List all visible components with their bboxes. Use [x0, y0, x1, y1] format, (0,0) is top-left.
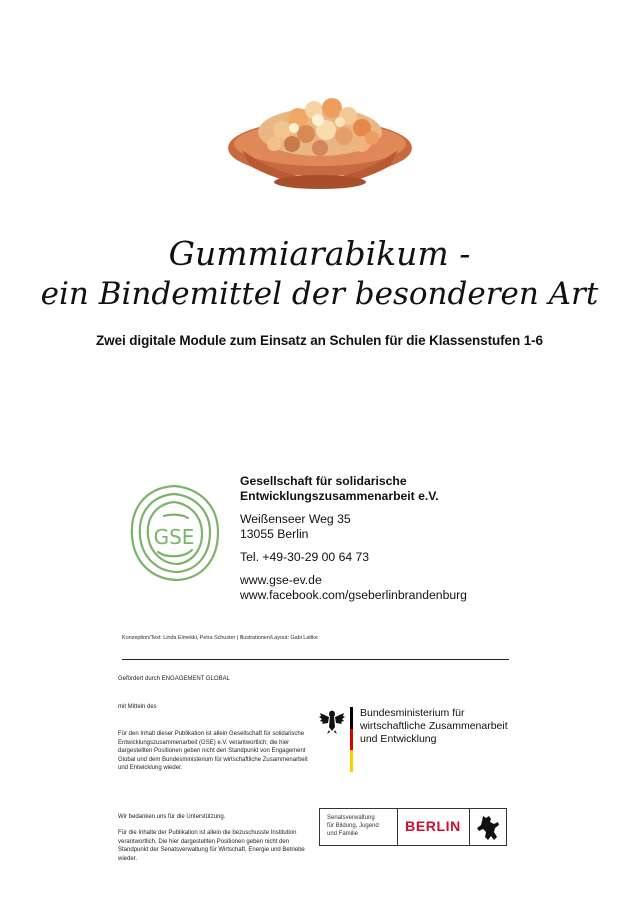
- org-name-line-1: Gesellschaft für solidarische: [240, 474, 407, 488]
- title-line-1: Gummiarabikum -: [168, 234, 471, 273]
- org-website-link[interactable]: www.gse-ev.de: [240, 573, 322, 587]
- senate-line-1: Senatsverwaltung: [327, 815, 375, 821]
- thanks-text: Wir bedanken uns für die Unterstützung.: [118, 814, 226, 820]
- org-street: Weißenseer Weg 35: [240, 512, 351, 526]
- senate-line-3: und Familie: [327, 831, 359, 837]
- org-phone: Tel. +49-30-29 00 64 73: [240, 550, 370, 564]
- title-line-2: ein Bindemittel der besonderen Art: [40, 276, 599, 312]
- svg-text:GSE: GSE: [153, 525, 195, 549]
- with-means-text: mit Mitteln des: [118, 704, 157, 710]
- credits: Konzeption/Text: Linda Elmekki, Petra Schuster | Illustrationen/Layout: Gabi Lattke: [122, 635, 318, 641]
- disclaimer-bmz: Für den Inhalt dieser Publikation ist allein Gesellschaft für solidarische Entwicklungszusammenarbeit (GSE) e.V. verantwortlich; die hier dargestellten Positionen geben nicht den Standpunkt von Engagement Global und dem Bundesministerium für wirtschaftliche Zusammenarbeit und Entwicklung wieder.: [118, 731, 308, 771]
- subtitle: Zwei digitale Module zum Einsatz an Schulen für die Klassenstufen 1-6: [96, 333, 543, 348]
- federal-eagle-icon: [318, 705, 346, 735]
- disclaimer-senate: Für die Inhalte der Publikation ist allein die bezuschusste Institution verantwortlich. Die hier dargestellten Positionen geben nicht den Standpunkt der Senatsverwaltung für Wirtschaft, Energie und Betriebe wieder.: [118, 830, 305, 862]
- org-facebook-link[interactable]: www.facebook.com/gseberlinbrandenburg: [240, 588, 467, 602]
- bmz-name-line-2: wirtschaftliche Zusammenarbeit: [360, 720, 508, 732]
- org-city: 13055 Berlin: [240, 527, 309, 541]
- funded-by-text: Gefördert durch ENGAGEMENT GLOBAL: [118, 676, 230, 682]
- berlin-bear-icon: [474, 813, 502, 842]
- senate-line-2: für Bildung, Jugend: [327, 823, 379, 829]
- org-name-line-2: Entwicklungszusammenarbeit e.V.: [240, 489, 439, 503]
- gum-arabic-bowl-illustration: [222, 88, 418, 200]
- bmz-name-line-3: und Entwicklung: [360, 733, 437, 745]
- senate-department-name: [327, 814, 397, 838]
- berlin-wordmark: BERLIN: [405, 818, 461, 834]
- gse-logo-icon: [124, 480, 224, 586]
- german-flag-bar: [350, 707, 353, 772]
- bmz-name-line-1: Bundesministerium für: [360, 707, 465, 719]
- berlin-logo-divider: [469, 808, 470, 846]
- divider: [122, 659, 509, 660]
